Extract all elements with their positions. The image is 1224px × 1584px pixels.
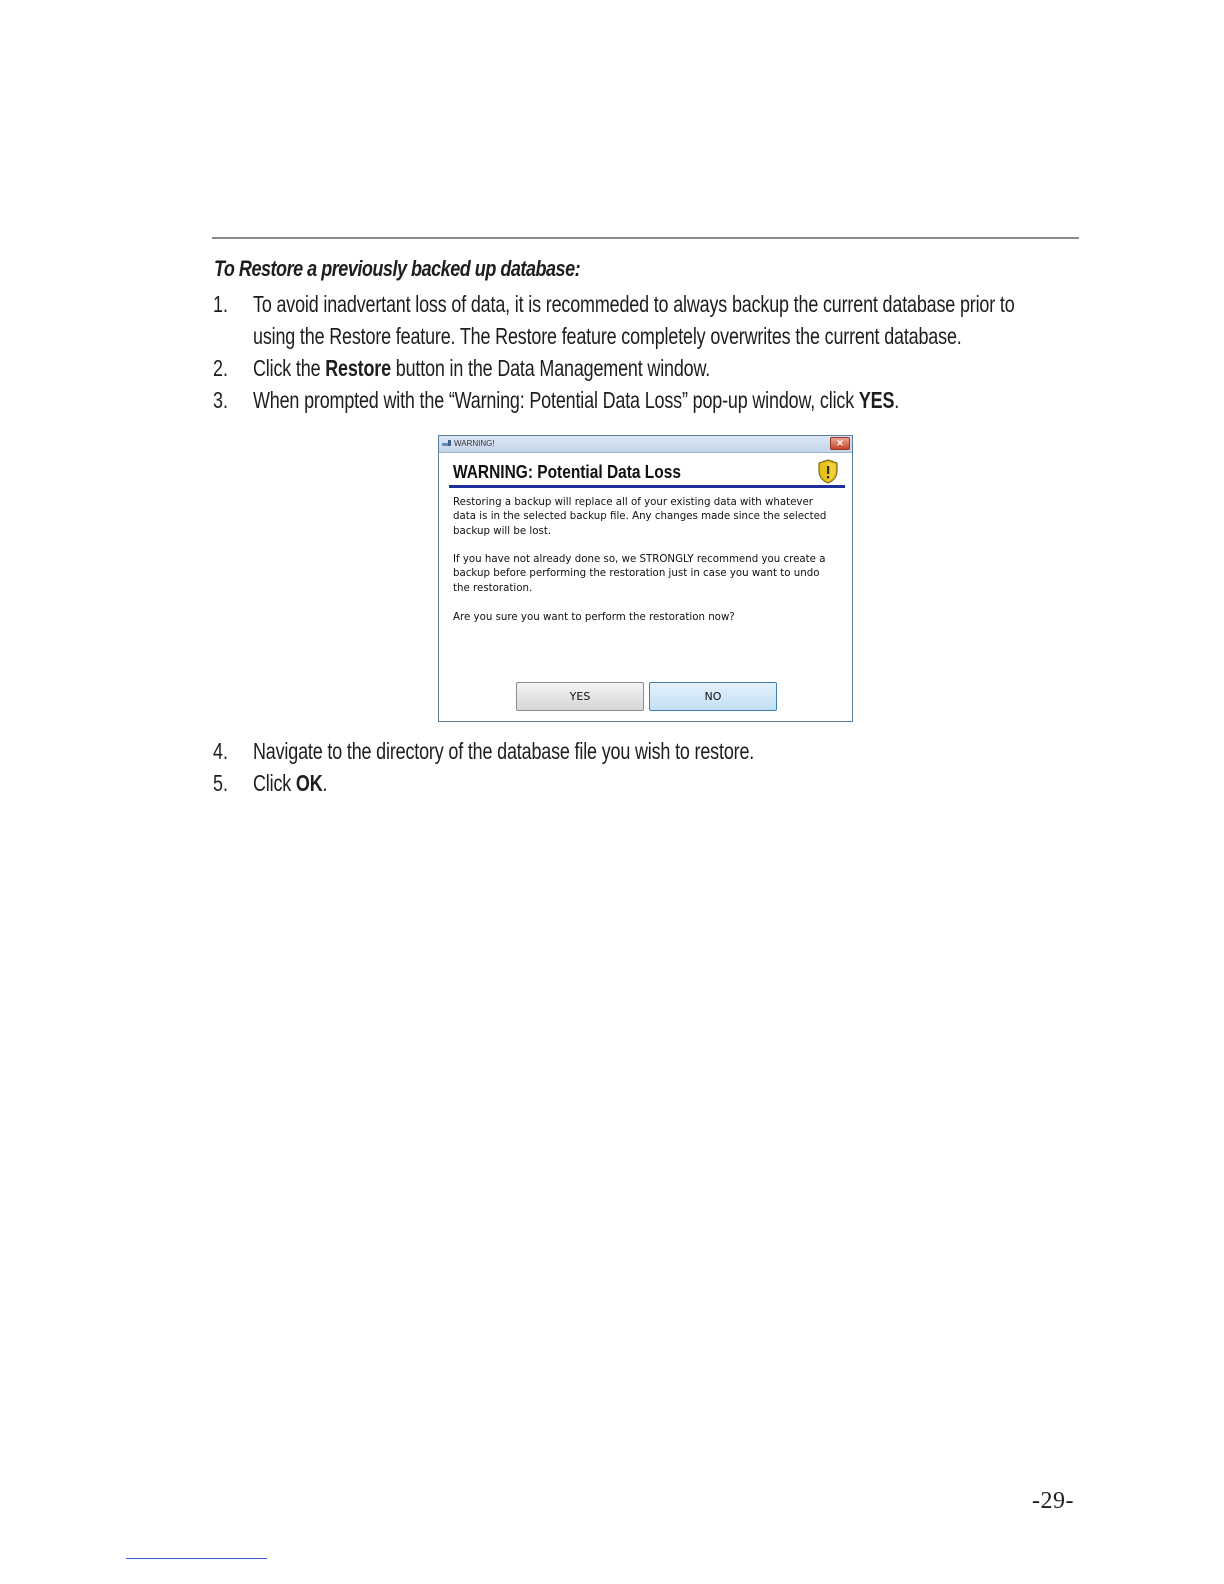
close-icon[interactable]: ✕ [830,437,850,450]
section-divider [212,237,1079,239]
step-number: 4. [213,738,228,764]
page-number: -29- [1032,1488,1074,1514]
shield-warning-icon [817,459,839,484]
step-number: 1. [213,291,228,317]
warning-dialog [438,435,853,722]
dialog-heading: WARNING: Potential Data Loss [453,462,681,482]
list-item-step-5 [0,767,1224,799]
dialog-question: Are you sure you want to perform the restoration now? [453,610,735,623]
section-heading: To Restore a previously backed up database: [214,256,581,281]
footnote-divider [126,1558,267,1559]
step-text: Navigate to the directory of the database file you wish to restore. [253,738,755,764]
step-number: 3. [213,387,228,413]
restore-emphasis: Restore [325,355,391,381]
ok-emphasis: OK [295,770,323,796]
step-text: When prompted with the “Warning: Potential Data Loss” pop-up window, click YES. [253,387,900,413]
yes-button[interactable]: YES [516,682,644,711]
dialog-paragraph-2: If you have not already done so, we STRONGLY recommend you create a backup before performing the restoration just in case you want to undo the restoration. [453,552,826,594]
step-text: Click the Restore button in the Data Management window. [253,355,711,381]
step-text: Click OK. [253,770,328,796]
step-text: using the Restore feature. The Restore feature completely overwrites the current database. [253,323,962,349]
dialog-heading-underline [449,485,845,488]
step-number: 5. [213,770,228,796]
list-item-step-1 [0,288,1224,320]
no-button[interactable]: NO [649,682,777,711]
list-item-step-4 [0,735,1224,767]
step-number: 2. [213,355,228,381]
dialog-paragraph-1: Restoring a backup will replace all of your existing data with whatever data is in the selected backup file. Any changes made since the selected backup will be lost. [453,495,827,537]
yes-emphasis: YES [858,387,895,413]
list-item-step-3 [0,384,1224,416]
dialog-titlebar [439,436,852,453]
list-item-step-1-continued [0,320,1224,352]
list-item-step-2 [0,352,1224,384]
dialog-window-title: WARNING! [454,439,495,448]
app-icon [442,439,452,448]
step-text: To avoid inadvertant loss of data, it is recommeded to always backup the current database prior to [253,291,1015,317]
